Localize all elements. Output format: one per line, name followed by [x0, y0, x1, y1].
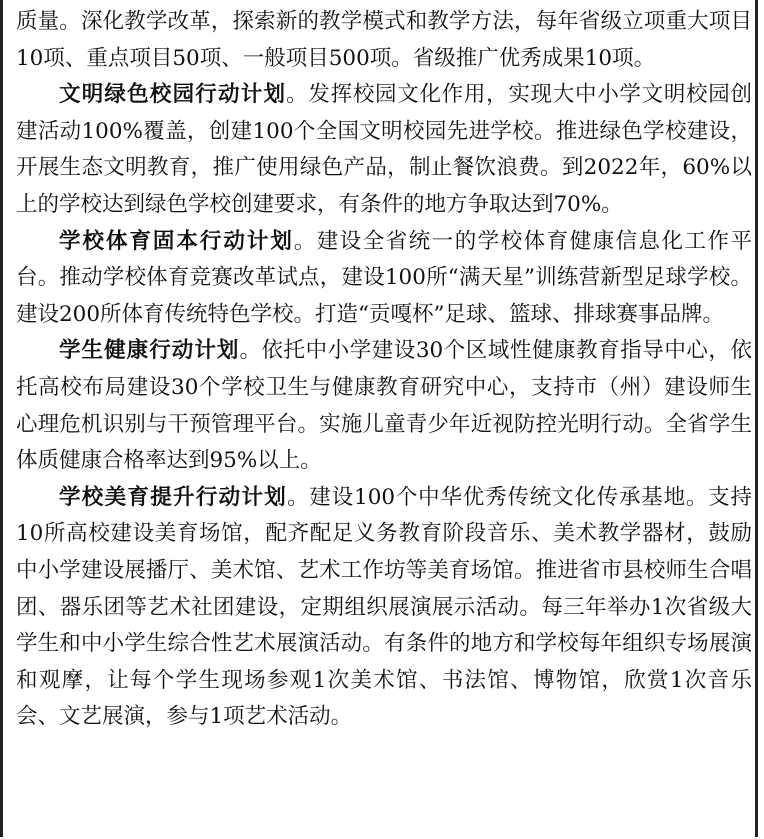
paragraph-text: 质量。深化教学改革，探索新的教学模式和教学方法，每年省级立项重大项目10项、重点项目50项、一般项目500项。省级推广优秀成果10项。 — [16, 9, 752, 71]
paragraph-heading: 学校体育固本行动计划 — [59, 228, 294, 254]
paragraph-heading: 学生健康行动计划 — [59, 338, 240, 364]
paragraph-text: 。建设全省统一的学校体育健康信息化工作平台。推动学校体育竞赛改革试点，建设100所“满天星”训练营新型足球学校。建设200所体育传统特色学校。打造“贡嘎杯”足球、篮球、排球赛事品牌。 — [16, 228, 752, 327]
paragraph-heading: 文明绿色校园行动计划 — [59, 82, 287, 108]
document-body — [16, 4, 752, 736]
paragraph-text: 。发挥校园文化作用，实现大中小学文明校园创建活动100%覆盖，创建100个全国文明校园先进学校。推进绿色学校建设，开展生态文明教育，推广使用绿色产品，制止餐饮浪费。到2022年，60%以上的学校达到绿色学校创建要求，有条件的地方争取达到70%。 — [16, 82, 752, 217]
paragraph-aesthetic-education — [16, 480, 752, 736]
paragraph-civilized-green-campus — [16, 77, 752, 223]
paragraph-heading: 学校美育提升行动计划 — [59, 484, 288, 510]
paragraph-school-sports — [16, 224, 752, 334]
paragraph-text: 。建设100个中华优秀传统文化传承基地。支持10所高校建设美育场馆，配齐配足义务教育阶段音乐、美术教学器材，鼓励中小学建设展播厅、美术馆、艺术工作坊等美育场馆。推进省市县校师生合唱团、器乐团等艺术社团建设，定期组织展演展示活动。每三年举办1次省级大学生和中小学生综合性艺术展演活动。有条件的地方和学校每年组织专场展演和观摩，让每个学生现场参观1次美术馆、书法馆、博物馆，欣赏1次音乐会、文艺展演，参与1项艺术活动。 — [16, 484, 752, 730]
paragraph-text: 。依托中小学建设30个区域性健康教育指导中心，依托高校布局建设30个学校卫生与健康教育研究中心，支持市（州）建设师生心理危机识别与干预管理平台。实施儿童青少年近视防控光明行动。全省学生体质健康合格率达到95%以上。 — [16, 338, 752, 474]
paragraph-student-health — [16, 333, 752, 479]
paragraph-continuation — [16, 4, 752, 77]
